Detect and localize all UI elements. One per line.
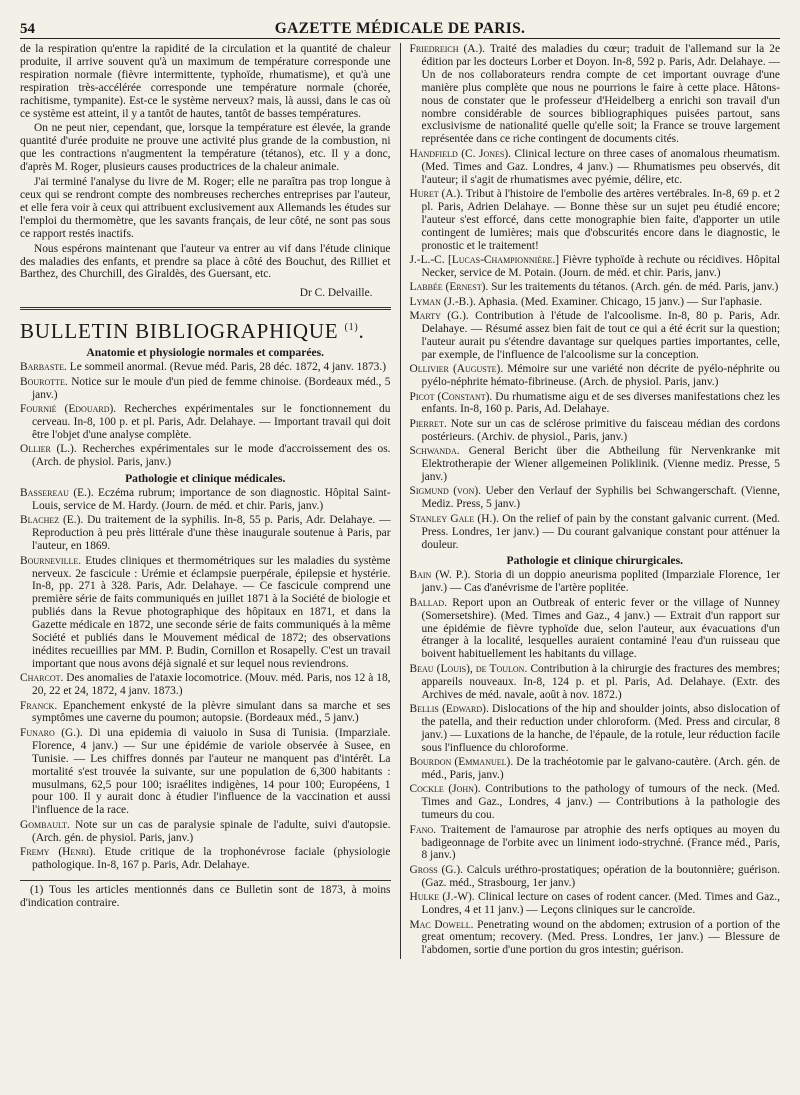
bibliography-entry — [410, 663, 781, 702]
entry-text: Note sur un cas de paralysie spinale de l'adulte, suivi d'autopsie. (Arch. gén. de physiol. Paris, janv.) — [32, 818, 391, 844]
bibliography-entry — [20, 672, 391, 698]
entry-author: Bain (W. P.). — [409, 569, 471, 582]
left-column — [20, 43, 400, 959]
bibliography-entry — [20, 819, 391, 845]
entry-author: Schwanda. — [409, 445, 460, 458]
entry-author: Gombault. — [20, 818, 70, 831]
bibliography-entry — [410, 363, 781, 389]
entry-text: On the relief of pain by the constant galvanic current. (Med. Press. Londres, 1er janv.) — Du courant galvanique constant pour atténuer la douleur. — [421, 512, 780, 551]
entry-text: Notice sur le moule d'un pied de femme chinoise. (Bordeaux méd., 5 janv.) — [32, 375, 391, 401]
bibliography-entry — [20, 700, 391, 726]
entry-author: Ballad. — [409, 596, 448, 609]
entry-text: Aphasia. (Med. Examiner. Chicago, 15 janv.) — Sur l'aphasie. — [477, 295, 763, 308]
entry-text: Recherches expérimentales sur le fonctionnement du cerveau. In-8, 100 p. et pl. Paris, Adr. Delahaye. — Important travail qui doit être l'objet d'une analyse complète. — [32, 403, 391, 441]
bibliography-entry — [410, 891, 781, 917]
bulletin-title-text: BULLETIN BIBLIOGRAPHIQUE — [20, 319, 339, 344]
entry-text: Calculs uréthro-prostatiques; opération de la boutonnière; guérison. (Gaz. méd., Strasbourg, 1er janv.) — [421, 863, 780, 889]
entry-author: Franck. — [20, 699, 58, 712]
entry-author: Cockle (John). — [409, 783, 481, 796]
page-header — [20, 14, 780, 39]
entry-text: Mémoire sur une variété non décrite de pyélo-néphrite ou pyélo-néphrite hémato-fibrineuse. (Arch. de physiol. Paris, janv.) — [421, 363, 780, 389]
bibliography-entry — [20, 487, 391, 513]
entry-text: Contributions to the pathology of tumours of the neck. (Med. Times and Gaz., Londres, 4 janv.) — Contributions à la pathologie des tumeurs du cou. — [421, 783, 780, 822]
bulletin-title: BULLETIN BIBLIOGRAPHIQUE $^{(1)}$. — [20, 319, 365, 344]
footnote: (1) Tous les articles mentionnés dans ce Bulletin sont de 1873, à moins d'indication contraire. — [20, 883, 391, 909]
author-signature: Dr C. Delvaille. — [299, 287, 373, 300]
entry-author: Gross (G.). — [409, 863, 464, 876]
entry-author: Fano. — [409, 823, 437, 836]
entry-author: Hulke (J.-W). — [409, 891, 475, 904]
entry-text: Fièvre typhoïde à rechute ou récidives. Hôpital Necker, service de M. Potain. (Journ. de méd. et chir. Paris, janv.) — [421, 254, 780, 279]
bibliography-entry — [20, 555, 391, 671]
entry-author: Bellis (Edward). — [409, 703, 489, 715]
entry-text: Traitement de l'amaurose par atrophie des nerfs optiques au moyen du badigeonnage de l'orbite avec un liniment iodo-strychné. (France méd., Paris, 8 janv.) — [421, 823, 780, 862]
section-heading-surgical: Pathologie et clinique chirurgicales. — [506, 554, 683, 568]
bibliography-entry — [410, 919, 781, 958]
entry-author: Barbaste. — [20, 361, 67, 374]
entry-author: Ollier (L.). — [20, 443, 77, 456]
bibliography-entry — [410, 864, 781, 890]
bibliography-entry — [410, 485, 781, 511]
entry-author: Funaro (G.). — [20, 726, 83, 739]
bibliography-entry — [410, 569, 781, 595]
entry-text: Contribution à l'étude de l'alcoolisme. In-8, 80 p. Paris, Adr. Delahaye. — Résumé assez bien fait de tout ce qui a été écrit sur la question; l'auteur aurait pu s'étendre davantage sur quelques parties importantes, celle, par exemple, de l'influence de l'alcoolisme sur la conception. — [421, 310, 780, 361]
bibliography-list-medical-continued — [410, 43, 781, 551]
bibliography-entry — [410, 783, 781, 822]
entry-text: Clinical lecture on three cases of anomalous rheumatism. (Med. Times and Gaz. Londres, 4 janv.) — Rhumatismes peu observés, dit l'auteur; il s'agit de rhumatismes avec pyémie, délire, etc. — [421, 147, 780, 186]
journal-title: GAZETTE MÉDICALE DE PARIS. — [274, 20, 526, 37]
bibliography-entry — [20, 514, 391, 553]
bibliography-entry — [410, 188, 781, 253]
entry-author: Fremy (Henri). — [20, 846, 96, 859]
paragraph: J'ai terminé l'analyse du livre de M. Roger; elle ne paraîtra pas trop longue à ceux qui se rendront compte des nombreuses recherches entreprises par l'auteur, et elle fera voir à ceux qui attribuent exclusivement aux Allemands les études sur l'emploi du thermomètre, que les savants français, de leur côté, ne sont pas sous ce rapport restés inactifs. — [20, 176, 391, 240]
bibliography-entry — [410, 824, 781, 863]
entry-author: Bourdon (Emmanuel). — [409, 756, 514, 769]
bibliography-entry — [20, 727, 391, 817]
bibliography-entry — [410, 418, 781, 444]
entry-text: Eczéma rubrum; importance de son diagnostic. Hôpital Saint-Louis, service de M. Hardy. (Journ. de méd. et chir. Paris, janv.) — [32, 487, 391, 512]
bibliography-entry — [20, 443, 391, 469]
entry-text: Epanchement enkysté de la plèvre simulant dans sa marche et ses symptômes une caverne du poumon; autopsie. (Bordeaux méd., 5 janv.) — [32, 699, 391, 725]
entry-text: Contribution à la chirurgie des fractures des membres; appareils nouveaux. In-8, 124 p. et pl. Paris, Ad. Delahaye. (Extr. des Archives de méd. navale, août à nov. 1872.) — [421, 662, 780, 701]
bibliography-list-surgical — [410, 569, 781, 957]
article-conclusion — [20, 43, 391, 281]
bibliography-entry — [410, 254, 781, 280]
footnote-divider — [20, 880, 391, 881]
bibliography-entry — [410, 281, 781, 294]
entry-text: Du rhumatisme aigu et de ses diverses manifestations chez les enfants. In-8, 160 p. Paris, Ad. Delahaye. — [421, 390, 780, 416]
bibliography-entry — [410, 391, 781, 417]
bibliography-entry — [410, 703, 781, 755]
footnote-marker: (1) — [344, 322, 359, 334]
entry-text: Recherches expérimentales sur le mode d'accroissement des os. (Arch. de physiol. Paris, janv.) — [32, 443, 391, 469]
bibliography-entry — [410, 513, 781, 552]
bibliography-entry — [410, 756, 781, 782]
entry-text: Le sommeil anormal. (Revue méd. Paris, 28 déc. 1872, 4 janv. 1873.) — [69, 361, 386, 374]
bibliography-entry — [410, 43, 781, 146]
section-divider — [20, 307, 391, 310]
entry-author: Lyman (J.-B.). — [409, 295, 476, 308]
entry-text: Etude critique de la trophonévrose faciale (physiologie pathologique. In-8, 167 p. Paris, Adr. Delahaye. — [32, 846, 391, 871]
entry-author: Marty (G.). — [409, 310, 469, 323]
entry-author: Blachez (E.). — [20, 514, 84, 527]
bibliography-entry — [410, 296, 781, 309]
entry-text: Note sur un cas de sclérose primitive du faisceau médian des cordons postérieurs. (Archiv. de physiol., Paris, janv.) — [421, 417, 780, 443]
entry-author: Beau (Louis), de Toulon. — [409, 662, 528, 675]
bibliography-entry — [410, 445, 781, 484]
entry-author: Stanley Gale (H.). — [409, 512, 499, 525]
entry-text: General Bericht über die Abtheilung für Nervenkranke mit Elektrotherapie der Wiener allgemeinen Poliklinik. (Vienne mediz. Presse, 5 janv.) — [421, 445, 780, 483]
entry-text: Etudes cliniques et thermométriques sur les maladies du système nerveux. 2e fascicule : Urémie et éclampsie puerpérale, épilepsie et hystérie. In-8, pp. 271 à 328. Paris, Adr. Delahaye. — Ce fascicule comprend une première série de faits communiqués en juillet 1871 à la Société de biologie et publiés dans la Revue photographique des hôpitaux en 1871, et dans la Gazette médicale en 1872, une seconde série de faits communiqués à la même Société et publiés dans le Mouvement médical de 1872; des observations inédites recueillies par MM. P. Budin, Cornillon et Rosapelly. C'est un travail important que nous avons déjà signalé et sur lequel nous reviendrons. — [32, 554, 391, 670]
entry-author: Ollivier (Auguste). — [409, 363, 504, 376]
entry-author: Sigmund (von). — [409, 485, 481, 498]
entry-author: Pierret. — [409, 417, 447, 430]
entry-text: Traité des maladies du cœur; traduit de l'allemand sur la 2e édition par les docteurs Lorber et Doyon. In-8, 592 p. Paris, Adr. Delahaye. — Un de nos collaborateurs rendra compte de cet important ouvrage d'une manière plus complète que nous ne pourrions le faire à cette place. Hâtons-nous de constater que le professeur d'Heidelberg a enrichi son travail d'un nombre considérable de sources bibliographiques puisées partout, sans exclusivisme de nationalité quelle qu'elle soit; la France se trouve largement représentée dans ce riche contingent de documents cités. — [421, 43, 780, 146]
bibliography-entry — [20, 846, 391, 872]
entry-author: Charcot. — [20, 672, 64, 685]
bibliography-entry — [20, 361, 391, 374]
bibliography-entry — [20, 376, 391, 402]
entry-text: Di una epidemia di vaiuolo in Susa di Tunisia. (Imparziale. Florence, 4 janv.) — Sur une épidémie de variole observée à Susee, en Tunisie. — Les chiffres donnés par l'auteur ne manquent pas d'intérêt. La mortalité s'est trouvée la suivante, sur une population de 6,300 habitants : musulmans, 62,5 pour 100; israélites indigènes, 14 pour 100; Européens, 1 pour 100. Il y aurait donc à étudier l'influence de la vaccination et aussi l'influence de la race. — [32, 726, 391, 817]
entry-text: Clinical lecture on cases of rodent cancer. (Med. Times and Gaz., Londres, 4 et 11 janv.) — Leçons cliniques sur le cancroïde. — [421, 891, 780, 917]
page-number: 54 — [20, 21, 35, 37]
entry-author: Bourotte. — [20, 375, 68, 388]
section-heading-anatomy: Anatomie et physiologie normales et comparées. — [86, 346, 325, 360]
entry-author: Labbée (Ernest). — [409, 281, 489, 294]
entry-author: Bourneville. — [20, 554, 82, 567]
paragraph: On ne peut nier, cependant, que, lorsque la température est élevée, la grande quantité d'urée produite ne prouve une activité plus grande de la combustion, ni que les contractions n'augmentent la température (tétanos), etc. Il y a donc, d'après M. Roger, plusieurs causes productrices de la chaleur animale. — [20, 122, 391, 174]
entry-text: Tribut à l'histoire de l'embolie des artères vertébrales. In-8, 69 p. et 2 pl. Paris, Adrien Delahaye. — Bonne thèse sur un sujet peu étudié encore; l'auteur s'est efforcé, dans cette monographie bien faite, d'apporter un utile contingent de lumières; mais que d'obscurités encore dans le diagnostic, le pronostic et le traitement! — [421, 187, 780, 252]
entry-author: J.-L.-C. [Lucas-Championnière.] — [409, 254, 560, 266]
entry-author: Mac Dowell. — [409, 918, 474, 931]
bibliography-entry — [410, 148, 781, 187]
entry-author: Huret (A.). — [409, 187, 464, 200]
entry-text: De la trachéotomie par le galvano-cautère. (Arch. gén. de méd., Paris, janv.) — [421, 756, 780, 782]
entry-text: Report upon an Outbreak of enteric fever or the village of Nunney (Somersetshire). (Med. Times and Gaz., 4 janv.) — Extrait d'un rapport sur une épidémie de fièvre typhoïde due, selon l'auteur, aux évacuations d'un étranger à la localité, lesquelles auraient contaminé l'eau d'un ruisseau que boivent habituellement les habitants du village. — [421, 596, 780, 661]
paragraph: de la respiration qu'entre la rapidité de la circulation et la quantité de chaleur produite, il arrive souvent qu'à un maximum de température corresponde une respiration normale (fièvre intermittente, typhoïde, rhumatisme), et qu'à une respiration très-accélérée corresponde une température normale (chorée, rachitisme, tympanite). Est-ce le système nerveux? mais, là aussi, dans le cas où ce système est atteint, il y a tantôt de hautes, tantôt de basses températures. — [20, 43, 391, 120]
entry-text: Des anomalies de l'ataxie locomotrice. (Mouv. méd. Paris, nos 12 à 18, 20, 22 et 24, 1872, 4 janv. 1873.) — [32, 672, 391, 698]
entry-author: Handfield (C. Jones). — [409, 147, 511, 160]
entry-text: Ueber den Verlauf der Syphilis bei Schwangerschaft. (Vienne, Mediz. Press, 5 janv.) — [421, 485, 780, 511]
bibliography-entry — [410, 597, 781, 662]
entry-text: Du traitement de la syphilis. In-8, 55 p. Paris, Adr. Delahaye. — Reproduction à peu près littérale d'une thèse inaugurale soutenue à Paris, par l'auteur, en 1869. — [32, 514, 391, 553]
bibliography-list-anatomy — [20, 361, 391, 469]
entry-text: Penetrating wound on the abdomen; extrusion of a portion of the great omentum; recovery. (Med. Press. Londres, 1er janv.) — Blessure de l'abdomen, sortie d'une portion du gros intestin; guérison. — [421, 918, 780, 957]
entry-text: Dislocations of the hip and shoulder joints, abso dislocation of the patella, and their reduction under chloroform. (Med. Press and circular, 8 janv.) — Luxations de la hanche, de l'épaule, de la rotule, leur réduction facile sous l'influence du chloroforme. — [421, 703, 780, 754]
entry-text: Storia di un doppio aneurisma poplited (Imparziale Florence, 1er janv.) — Cas d'anévrisme de l'artère poplitée. — [421, 569, 780, 595]
entry-author: Friedreich (A.). — [409, 43, 486, 55]
entry-author: Picot (Constant). — [409, 390, 493, 403]
section-heading-medical: Pathologie et clinique médicales. — [125, 472, 286, 486]
entry-author: Bassereau (E.). — [20, 487, 94, 500]
entry-author: Fournié (Edouard). — [20, 403, 117, 416]
right-column — [400, 43, 781, 959]
bibliography-entry — [410, 310, 781, 362]
paragraph: Nous espérons maintenant que l'auteur va entrer au vif dans l'étude clinique des maladies des enfants, et prendre sa place à côté des Bouchut, des Rilliet et Barthez, des Churchill, des Giraldès, des Guersant, etc. — [20, 242, 391, 281]
bibliography-entry — [20, 403, 391, 442]
entry-text: Sur les traitements du tétanos. (Arch. gén. de méd. Paris, janv.) — [491, 281, 779, 294]
bibliography-list-medical — [20, 487, 391, 872]
